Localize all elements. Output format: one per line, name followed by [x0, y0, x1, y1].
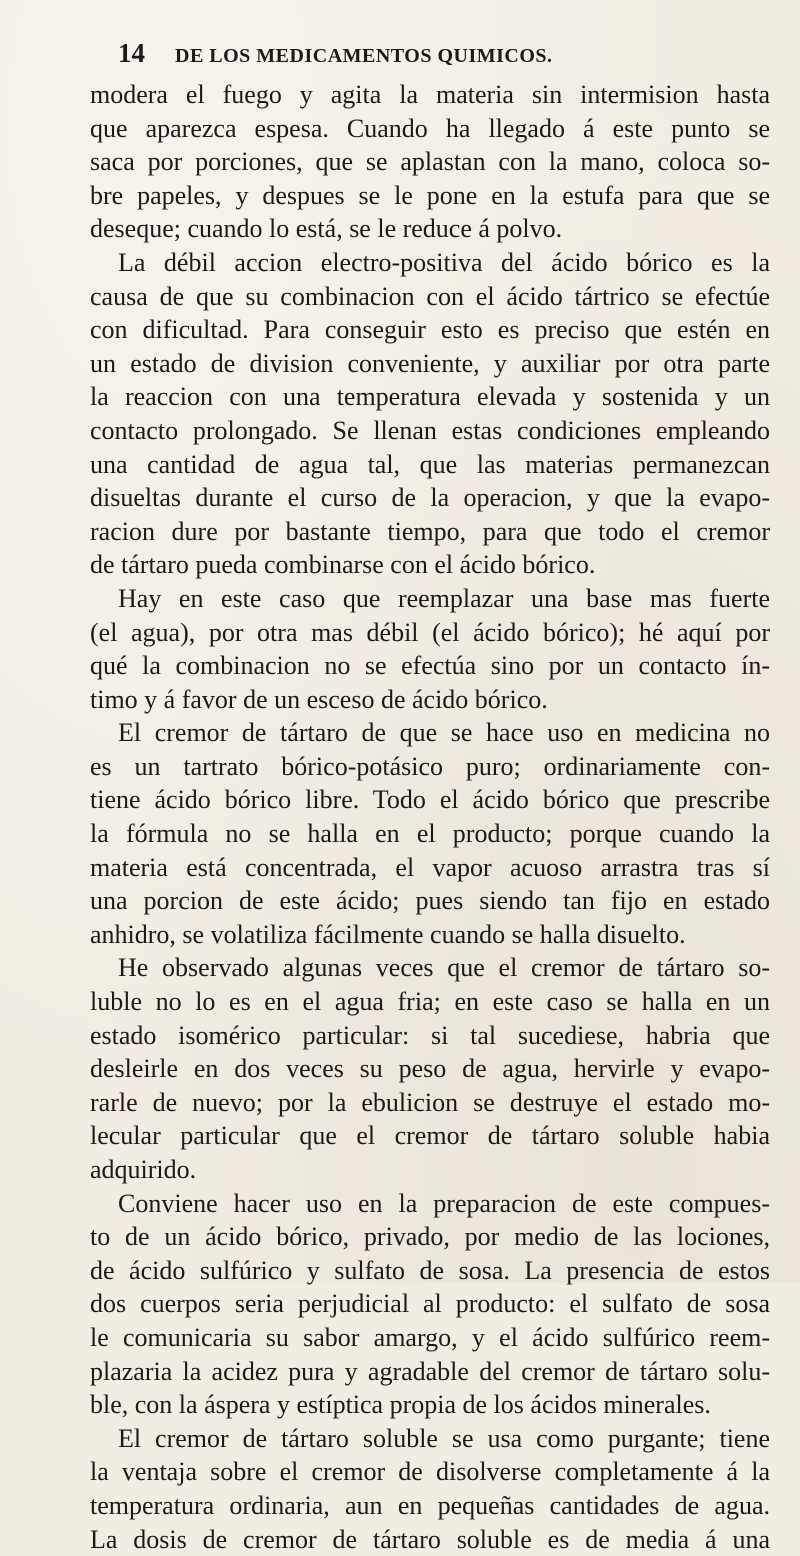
text-line: deseque; cuando lo está, se le reduce á polvo. [90, 214, 563, 244]
page-number: 14 [118, 38, 145, 68]
text-line: (el agua), por otra mas débil (el ácido bórico); hé aquí por [90, 617, 770, 647]
text-line: ble, con la áspera y estíptica propia de los ácidos minerales. [90, 1390, 711, 1420]
text-line: la fórmula no se halla en el producto; porque cuando la [90, 819, 770, 849]
text-line: desleirle en dos veces su peso de agua, hervirle y evapo- [90, 1054, 770, 1084]
text-line: rarle de nuevo; por la ebulicion se destruye el estado mo- [90, 1087, 770, 1117]
text-line: causa de que su combinacion con el ácido tártrico se efectúe [90, 281, 770, 311]
text-line: un estado de division conveniente, y auxiliar por otra parte [90, 348, 770, 378]
text-line: lecular particular que el cremor de tártaro soluble habia [90, 1121, 770, 1151]
text-line: saca por porciones, que se aplastan con la mano, coloca so- [90, 147, 770, 177]
text-line: de ácido sulfúrico y sulfato de sosa. La presencia de estos [90, 1255, 770, 1285]
text-line: la ventaja sobre el cremor de disolverse completamente á la [90, 1457, 770, 1487]
text-line: qué la combinacion no se efectúa sino por un contacto ín- [90, 651, 770, 681]
text-line: plazaria la acidez pura y agradable del cremor de tártaro solu- [90, 1356, 770, 1386]
page-header [94, 38, 734, 72]
text-line: una porcion de este ácido; pues siendo tan fijo en estado [90, 886, 770, 916]
text-line: una cantidad de agua tal, que las materias permanezcan [90, 449, 770, 479]
text-line: disueltas durante el curso de la operacion, y que la evapo- [90, 483, 770, 513]
text-line: que aparezca espesa. Cuando ha llegado á este punto se [90, 113, 770, 143]
text-line: Hay en este caso que reemplazar una base mas fuerte [118, 583, 770, 613]
text-line: bre papeles, y despues se le pone en la estufa para que se [90, 180, 770, 210]
text-line: El cremor de tártaro soluble se usa como purgante; tiene [118, 1423, 770, 1453]
text-line: El cremor de tártaro de que se hace uso en medicina no [118, 718, 770, 748]
text-line: racion dure por bastante tiempo, para que todo el cremor [90, 516, 770, 546]
text-line: adquirido. [90, 1155, 197, 1184]
text-line: dos cuerpos seria perjudicial al producto: el sulfato de sosa [90, 1289, 770, 1319]
text-line: He observado algunas veces que el cremor de tártaro so- [118, 953, 770, 983]
text-line: temperatura ordinaria, aun en pequeñas cantidades de agua. [90, 1490, 770, 1520]
text-line: estado isomérico particular: si tal sucediese, habria que [90, 1020, 770, 1050]
text-line: con dificultad. Para conseguir esto es preciso que estén en [90, 315, 770, 345]
text-line: de tártaro pueda combinarse con el ácido bórico. [90, 550, 596, 580]
text-line: luble no lo es en el agua fria; en este caso se halla en un [90, 987, 770, 1017]
text-line: modera el fuego y agita la materia sin intermision hasta [90, 80, 770, 109]
text-line: Conviene hacer uso en la preparacion de este compues- [118, 1188, 770, 1218]
text-line: timo y á favor de un esceso de ácido bórico. [90, 684, 548, 714]
text-line: le comunicaria su sabor amargo, y el ácido sulfúrico reem- [90, 1322, 770, 1352]
text-line: contacto prolongado. Se llenan estas condiciones empleando [90, 415, 770, 445]
text-line: anhidro, se volatiliza fácilmente cuando se halla disuelto. [90, 919, 686, 949]
text-line: La dosis de cremor de tártaro soluble es de media á una [90, 1524, 770, 1554]
text-line: es un tartrato bórico-potásico puro; ordinariamente con- [90, 751, 770, 781]
body-text [90, 78, 770, 1556]
text-line: to de un ácido bórico, privado, por medio de las lociones, [90, 1222, 770, 1252]
running-head: DE LOS MEDICAMENTOS QUIMICOS. [175, 45, 553, 67]
text-line: materia está concentrada, el vapor acuoso arrastra tras sí [90, 852, 770, 882]
text-line: la reaccion con una temperatura elevada y sostenida y un [90, 382, 770, 412]
text-line: La débil accion electro-positiva del ácido bórico es la [118, 247, 770, 277]
text-line: tiene ácido bórico libre. Todo el ácido bórico que prescribe [90, 785, 770, 815]
